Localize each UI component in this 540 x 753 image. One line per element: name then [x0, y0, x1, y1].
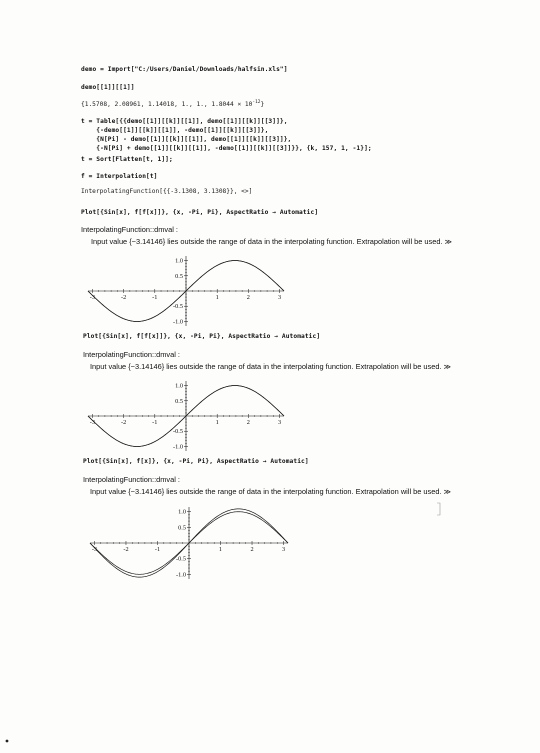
- y-tick-label: 1.0: [175, 382, 183, 390]
- x-tick-label: -3: [89, 294, 96, 301]
- x-tick-label: -2: [123, 546, 129, 553]
- x-tick-label: 3: [278, 419, 282, 426]
- import-input: demo = Import["C:/Users/Daniel/Downloads/halfsin.xls"]: [81, 66, 288, 73]
- interpolation-output: InterpolatingFunction[{{-3.1308, 3.1308}}, <>]: [81, 188, 253, 195]
- x-tick-label: -3: [89, 419, 96, 426]
- plot-2-input: Plot[{Sin[x], f[f[x]]}, {x, -Pi, Pi}, AspectRatio → Automatic]: [83, 333, 321, 340]
- demo-output-values: {1.5708, 2.08961, 1.14018, 1., 1., 1.8044 × 10: [81, 101, 253, 109]
- more-info-icon[interactable]: ≫: [444, 239, 452, 246]
- plot-1-input: Plot[{Sin[x], f[f[x]]}, {x, -Pi, Pi}, AspectRatio → Automatic]: [81, 209, 319, 216]
- x-tick-label: -3: [91, 546, 98, 553]
- x-tick-label: 1: [218, 546, 223, 553]
- x-tick-label: -1: [154, 546, 161, 553]
- plot-3-message-title: InterpolatingFunction::dmval :: [83, 475, 180, 484]
- x-tick-label: 3: [281, 546, 286, 553]
- plot-1-message-text: Input value {−3.14146} lies outside the range of data in the interpolating function. Extrapolation will be used.: [91, 237, 443, 246]
- more-info-icon[interactable]: ≫: [443, 364, 451, 371]
- scan-dot: [4, 738, 10, 744]
- x-tick-label: -1: [152, 419, 158, 426]
- plot-2-message: [90, 362, 451, 371]
- table-input-line-3: {N[Pi] - demo[[1]][[k]][[1]], demo[[1]][[k]][[3]]},: [81, 136, 292, 143]
- x-tick-label: -1: [152, 294, 158, 301]
- table-input-line-4: {-N[Pi] + demo[[1]][[k]][[1]], -demo[[1]][[k]][[3]]}}, {k, 157, 1, -1}];: [81, 145, 372, 152]
- plot-2: [80, 377, 290, 455]
- y-tick-label: 0.5: [175, 397, 183, 405]
- demo-output-exponent: -12: [252, 100, 261, 105]
- x-tick-label: 2: [246, 419, 250, 426]
- x-tick-label: 2: [250, 546, 254, 553]
- y-tick-label: -1.0: [176, 571, 186, 579]
- plot-1-message-title: InterpolatingFunction::dmval :: [81, 225, 178, 234]
- y-tick-label: -0.5: [176, 555, 186, 563]
- plot-3-message: [90, 487, 451, 496]
- demo-part-output: [81, 100, 264, 108]
- plot-1: [80, 252, 290, 330]
- x-tick-label: 1: [215, 419, 219, 426]
- bracket-mark: [436, 502, 442, 516]
- x-tick-label: 2: [246, 294, 250, 301]
- table-input-line-2: {-demo[[1]][[k]][[1]], -demo[[1]][[k]][[3]]},: [81, 127, 269, 134]
- table-input-line-1: t = Table[{{demo[[1]][[k]][[1]], demo[[1]][[k]][[3]]},: [81, 118, 288, 125]
- y-tick-label: 1.0: [175, 257, 183, 265]
- x-tick-label: -2: [120, 294, 127, 301]
- demo-part-input: demo[[1]][[1]]: [81, 84, 135, 91]
- y-tick-label: -0.5: [173, 303, 183, 311]
- more-info-icon[interactable]: ≫: [443, 489, 451, 496]
- x-tick-label: -2: [120, 419, 127, 426]
- sort-flatten-input: t = Sort[Flatten[t, 1]];: [81, 156, 173, 163]
- y-tick-label: -1.0: [173, 443, 183, 451]
- y-tick-label: 0.5: [175, 272, 183, 280]
- plot-2-message-title: InterpolatingFunction::dmval :: [83, 350, 180, 359]
- plot-3: [82, 503, 294, 583]
- plot-1-message: [91, 237, 452, 246]
- y-tick-label: 0.5: [178, 524, 186, 532]
- plot-3-input: Plot[{Sin[x], f[x]}, {x, -Pi, Pi}, AspectRatio → Automatic]: [83, 458, 309, 465]
- x-tick-label: 1: [215, 294, 219, 301]
- demo-output-close: }: [260, 101, 265, 109]
- x-tick-label: 3: [278, 294, 282, 301]
- y-tick-label: -1.0: [173, 318, 183, 326]
- interpolation-input: f = Interpolation[t]: [81, 173, 158, 180]
- y-tick-label: -0.5: [173, 428, 183, 436]
- plot-2-message-text: Input value {−3.14146} lies outside the range of data in the interpolating function. Extrapolation will be used.: [90, 362, 442, 371]
- plot-3-message-text: Input value {−3.14146} lies outside the range of data in the interpolating function. Extrapolation will be used.: [90, 487, 442, 496]
- y-tick-label: 1.0: [178, 508, 186, 516]
